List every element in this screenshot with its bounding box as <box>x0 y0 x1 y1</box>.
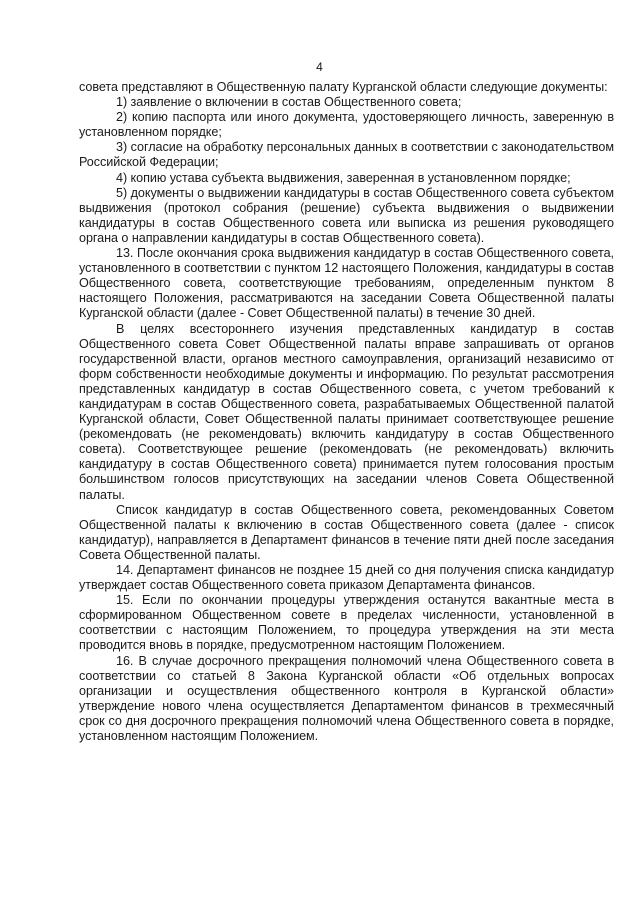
paragraph: 16. В случае досрочного прекращения полномочий члена Общественного совета в соответствии со статьей 8 Закона Курганской области «Об отдельных вопросах организации и осуществления общественного контроля в Курганской области» утверждение нового члена осуществляется Департаментом финансов в трехмесячный срок со дня досрочного прекращения полномочий члена Общественного совета в порядке, установленном настоящим Положением. <box>79 653 614 744</box>
paragraph: 13. После окончания срока выдвижения кандидатур в состав Общественного совета, установленного в соответствии с пунктом 12 настоящего Положения, кандидатуры в состав Общественного совета, соответствующие требованиям, определенным пунктом 8 настоящего Положения, рассматриваются на заседании Совета Общественной палаты Курганской области (далее - Совет Общественной палаты) в течение 30 дней. <box>79 246 614 321</box>
paragraph: 2) копию паспорта или иного документа, удостоверяющего личность, заверенную в установленном порядке; <box>79 110 614 140</box>
paragraph: В целях всестороннего изучения представленных кандидатур в состав Общественного совета Совет Общественной палаты вправе запрашивать от органов государственной власти, органов местного самоуправления, организаций независимо от форм собственности необходимые документы и информацию. По результат рассмотрения представленных кандидатур в состав Общественного совета, с учетом требований к кандидатурам в состав Общественного совета, разрабатываемых Общественной палатой Курганской области, Совет Общественной палаты принимает соответствующее решение (рекомендовать (не рекомендовать) включить кандидатуру в состав Общественного совета). Соответствующее решение (рекомендовать (не рекомендовать) включить кандидатуру в состав Общественного совета) принимается путем голосования простым большинством голосов присутствующих на заседании членов Совета Общественной палаты. <box>79 321 614 502</box>
paragraph: 14. Департамент финансов не позднее 15 дней со дня получения списка кандидатур утверждает состав Общественного совета приказом Департамента финансов. <box>79 563 614 593</box>
document-body <box>79 80 614 744</box>
paragraph: Список кандидатур в состав Общественного совета, рекомендованных Советом Общественной палаты к включению в состав Общественного совета (далее - список кандидатур), направляется в Департамент финансов в течение пяти дней после заседания Совета Общественной палаты. <box>79 502 614 562</box>
paragraph: совета представляют в Общественную палату Курганской области следующие документы: <box>79 80 608 94</box>
paragraph: 5) документы о выдвижении кандидатуры в состав Общественного совета субъектом выдвижения (протокол собрания (решение) субъекта выдвижения о выдвижении кандидатуры в состав Общественного совета или выписка из решения руководящего органа о направлении кандидатуры в состав Общественного совета). <box>79 185 614 245</box>
paragraph: 1) заявление о включении в состав Общественного совета; <box>116 95 462 110</box>
paragraph: 4) копию устава субъекта выдвижения, заверенная в установленном порядке; <box>116 170 571 185</box>
paragraph: 3) согласие на обработку персональных данных в соответствии с законодательством Российской Федерации; <box>79 140 614 170</box>
page-number: 4 <box>316 60 323 74</box>
paragraph: 15. Если по окончании процедуры утверждения останутся вакантные места в сформированном Общественном совете в пределах численности, установленной в соответствии с настоящим Положением, то процедура утверждения на эти места проводится вновь в порядке, предусмотренном настоящим Положением. <box>79 593 614 653</box>
